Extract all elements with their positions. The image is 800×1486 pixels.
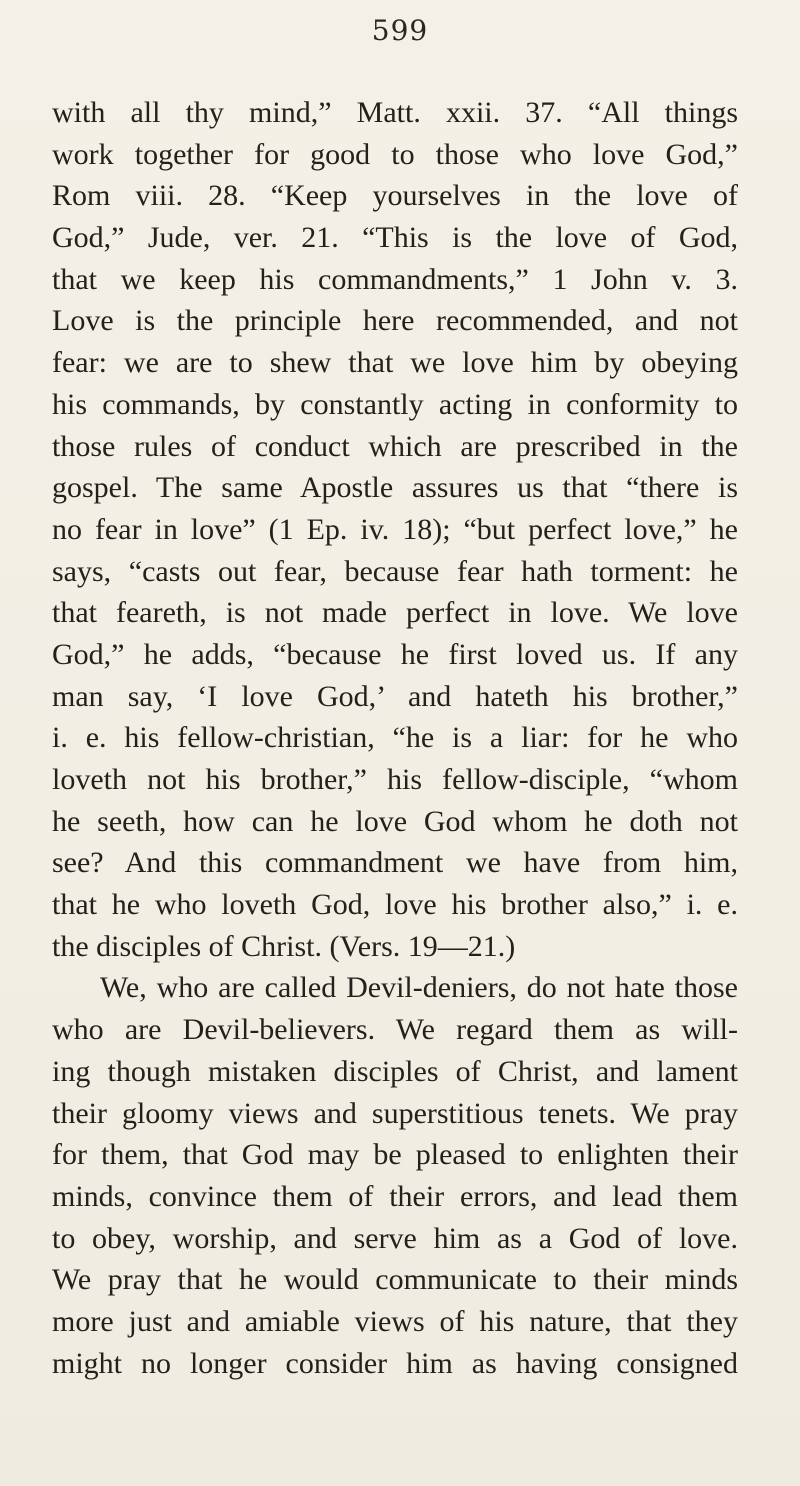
text-line: those rules of conduct which are prescribed in the bbox=[52, 429, 738, 463]
text-line: loveth not his brother,” his fellow-disciple, “whom bbox=[52, 763, 738, 796]
text-line: for them, that God may be pleased to enlighten their bbox=[52, 1138, 738, 1172]
text-line: with all thy mind,” Matt. xxii. 37. “All things bbox=[52, 96, 738, 129]
text-line: minds, convince them of their errors, and lead them bbox=[52, 1179, 738, 1213]
text-line: gospel. The same Apostle assures us that “there is bbox=[52, 471, 738, 505]
text-line: fear: we are to shew that we love him by obeying bbox=[52, 346, 738, 380]
body-text bbox=[52, 92, 738, 1384]
text-line: see? And this commandment we have from him, bbox=[52, 846, 738, 880]
page-number: 599 bbox=[371, 14, 429, 47]
text-line: their gloomy views and superstitious tenets. We pray bbox=[52, 1096, 738, 1130]
text-line: i. e. his fellow-christian, “he is a liar: for he who bbox=[52, 721, 738, 755]
text-line: God,” he adds, “because he first loved us. If any bbox=[52, 637, 738, 671]
text-line: to obey, worship, and serve him as a God of love. bbox=[52, 1221, 738, 1255]
text-line: who are Devil-believers. We regard them as will- bbox=[52, 1013, 738, 1047]
text-line: the disciples of Christ. (Vers. 19—21.) bbox=[52, 929, 516, 963]
text-line: work together for good to those who love God,” bbox=[52, 137, 738, 171]
text-line: ing though mistaken disciples of Christ, and lament bbox=[52, 1054, 738, 1088]
text-line: more just and amiable views of his nature, that they bbox=[52, 1304, 738, 1338]
text-line: that we keep his commandments,” 1 John v. 3. bbox=[52, 262, 738, 296]
text-line: that feareth, is not made perfect in love. We love bbox=[52, 596, 738, 630]
text-line: no fear in love” (1 Ep. iv. 18); “but perfect love,” he bbox=[52, 512, 738, 546]
text-line: he seeth, how can he love God whom he doth not bbox=[52, 804, 738, 838]
paragraph-first-line: We, who are called Devil-deniers, do not hate those bbox=[100, 971, 738, 1005]
text-line: says, “casts out fear, because fear hath torment: he bbox=[52, 554, 738, 588]
text-line: We pray that he would communicate to their minds bbox=[52, 1263, 738, 1297]
text-line: that he who loveth God, love his brother also,” i. e. bbox=[52, 888, 738, 922]
text-line: God,” Jude, ver. 21. “This is the love of God, bbox=[52, 221, 738, 255]
text-line: Love is the principle here recommended, and not bbox=[52, 304, 738, 338]
text-line: might no longer consider him as having consigned bbox=[52, 1346, 738, 1380]
text-line: Rom viii. 28. “Keep yourselves in the love of bbox=[52, 179, 738, 213]
text-line: man say, ‘I love God,’ and hateth his brother,” bbox=[52, 679, 738, 713]
text-line: his commands, by constantly acting in conformity to bbox=[52, 387, 738, 421]
